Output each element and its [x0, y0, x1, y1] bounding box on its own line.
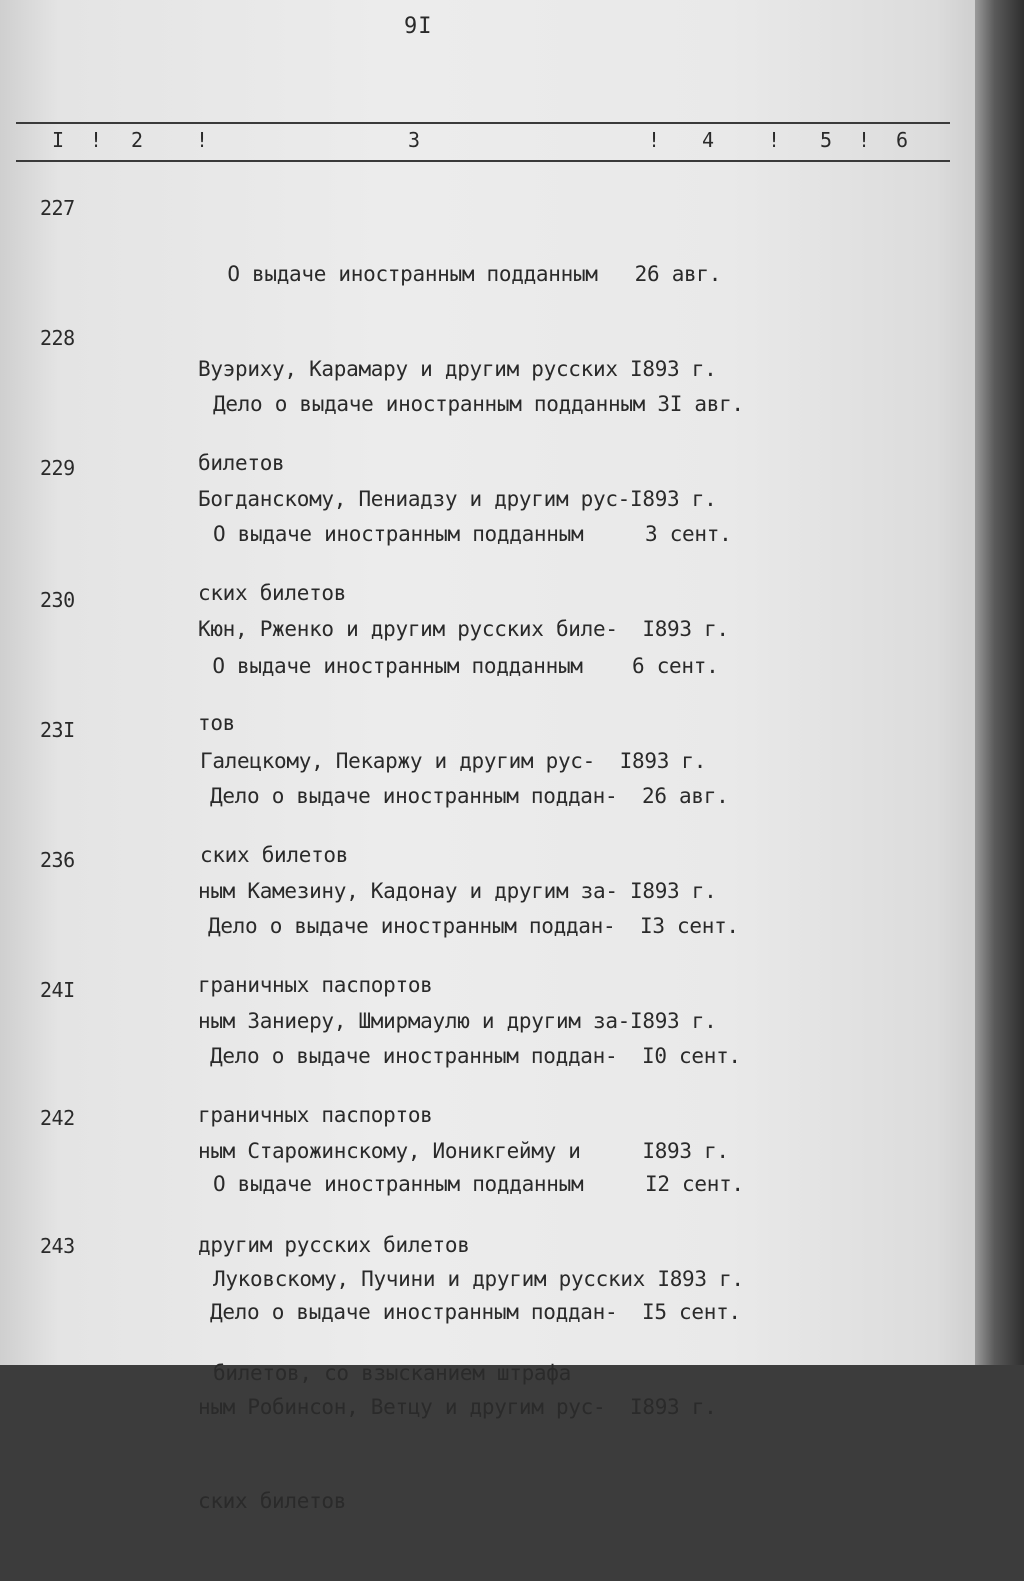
entry-line: ным Заниеру, Шмирмаулю и другим за-I893 г.: [198, 1008, 717, 1033]
header-col-2: 2: [131, 128, 144, 152]
entry-line: Дело о выдаче иностранным поддан- I5 сент.: [210, 1300, 741, 1324]
entry-line: О выдаче иностранным подданным 3 сент.: [213, 522, 732, 546]
entry-line: ным Старожинскому, Ионикгейму и I893 г.: [198, 1138, 729, 1163]
entry-line: Дело о выдаче иностранным поддан- 26 авг.: [210, 784, 729, 808]
entry-line: О выдаче иностранным подданным 26 авг.: [215, 262, 722, 286]
entry-number: 227: [40, 196, 75, 220]
table-header: [0, 124, 975, 158]
entry-line: Галецкому, Пекаржу и другим рус- I893 г.: [200, 748, 707, 773]
entry-line: О выдаче иностранным подданным 6 сент.: [200, 654, 719, 678]
header-sep-5: !: [858, 128, 871, 152]
header-col-6: 6: [896, 128, 909, 152]
entry-line: другим русских билетов: [198, 1233, 470, 1257]
header-sep-1: !: [90, 128, 103, 152]
entry-line: Кюн, Рженко и другим русских биле- I893 г.: [198, 616, 729, 641]
header-col-5: 5: [820, 128, 833, 152]
entry-line: ным Робинсон, Ветцу и другим рус- I893 г.: [198, 1394, 717, 1419]
entry-number: 236: [40, 848, 75, 872]
page-number: 9I: [404, 14, 433, 39]
header-sep-4: !: [768, 128, 781, 152]
entry-line: О выдаче иностранным подданным I2 сент.: [213, 1172, 744, 1196]
entry-line: Дело о выдаче иностранным поддан- I0 сент.: [210, 1044, 741, 1068]
entry-number: 23I: [40, 718, 75, 742]
entry-number: 243: [40, 1234, 75, 1258]
header-col-4: 4: [702, 128, 715, 152]
page-shadow-edge: [975, 0, 1024, 1365]
entry-number: 24I: [40, 978, 75, 1002]
entry-number: 230: [40, 588, 75, 612]
entry-line: Луковскому, Пучини и другим русских I893 г.: [213, 1266, 744, 1291]
entry-line: тов: [198, 711, 236, 735]
entry-line: Богданскому, Пениадзу и другим рус-I893 г.: [198, 486, 717, 511]
header-sep-3: !: [648, 128, 661, 152]
entry-number: 228: [40, 326, 75, 350]
entry-text: [198, 1234, 741, 1581]
entry-line: граничных паспортов: [198, 1103, 433, 1127]
entry-line: Дело о выдаче иностранным поддан- I3 сент.: [208, 914, 739, 938]
header-col-1: I: [52, 128, 65, 152]
header-col-3: 3: [408, 128, 421, 152]
entry-line: Вуэриху, Карамару и другим русских I893 г.: [198, 356, 717, 381]
entry-line: Дело о выдаче иностранным подданным 3I авг.: [213, 392, 744, 416]
entry-line: билетов: [198, 451, 285, 475]
entry-line: ских билетов: [198, 581, 347, 605]
entry-line: билетов, со взысканием штрафа: [213, 1361, 571, 1385]
entry-number: 242: [40, 1106, 75, 1130]
entry-line: ских билетов: [198, 1489, 347, 1513]
header-sep-2: !: [196, 128, 209, 152]
entry-line: граничных паспортов: [198, 973, 433, 997]
entry-line: ских билетов: [200, 843, 349, 867]
header-rule-bottom: [16, 160, 950, 162]
entry-line: ным Камезину, Кадонау и другим за- I893 г.: [198, 878, 717, 903]
entry-number: 229: [40, 456, 75, 480]
